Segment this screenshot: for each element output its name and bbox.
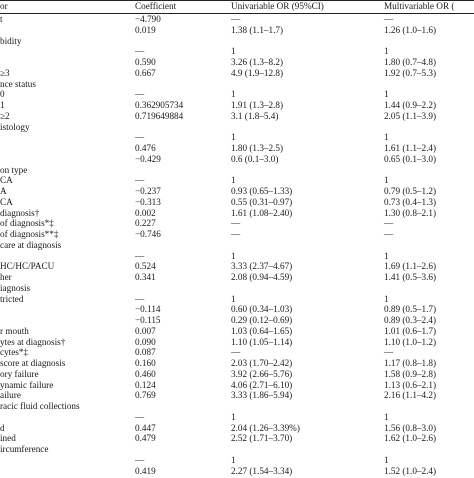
multivariable-or-cell: 2.16 (1.1–4.2) [384,390,437,401]
coefficient-cell: — [135,175,145,186]
table-row [0,80,474,91]
multivariable-or-cell: — [384,14,394,24]
variable-cell: of diagnosis**‡ [0,229,59,239]
variable-cell: of diagnosis*‡ [0,218,54,229]
univariable-or-cell: — [231,229,241,239]
variable-cell: on type [0,164,28,175]
coefficient-cell: 0.124 [135,379,156,390]
variable-cell: iagnosis [0,282,31,293]
coefficient-cell: 0.007 [135,325,156,336]
coefficient-cell: −0.429 [135,153,161,164]
table-row [0,230,474,241]
table-row [0,284,474,295]
table-row [0,123,474,134]
variable-cell: nce status [0,78,36,89]
univariable-or-cell: 1 [231,175,236,186]
variable-cell: d [0,422,5,433]
coefficient-cell: −0.114 [135,304,161,315]
univariable-or-cell: 0.55 (0.31–0.97) [231,196,293,207]
multivariable-or-cell: 1.92 (0.7–5.3) [384,67,437,78]
coefficient-cell: 0.227 [135,218,156,229]
multivariable-or-cell: — [384,347,394,358]
coefficient-cell: 0.460 [135,368,156,379]
multivariable-or-cell: — [384,218,394,229]
variable-cell: bidity [0,35,22,46]
multivariable-or-cell: 1.01 (0.6–1.7) [384,325,437,336]
multivariable-or-cell: 1 [384,46,389,57]
coefficient-cell: 0.769 [135,390,156,401]
table-row [0,69,474,80]
multivariable-or-cell: 1.62 (1.0–2.6) [384,433,437,444]
table-row [0,37,474,48]
univariable-or-cell: 1 [231,46,236,57]
table-row [0,166,474,177]
univariable-or-cell: 1.03 (0.64–1.65) [231,325,293,336]
multivariable-or-cell: 1 [384,89,389,100]
coefficient-cell: 0.090 [135,336,156,347]
variable-cell: 0 [0,89,5,100]
multivariable-or-cell: 1.56 (0.8–3.0) [384,422,437,433]
header-coefficient: Coefficient [135,1,177,11]
header-variable: or [0,1,8,11]
multivariable-or-cell: 0.65 (0.1–3.0) [384,153,437,164]
univariable-or-cell: 4.9 (1.9–12.8) [231,67,284,78]
univariable-or-cell: — [231,218,241,229]
coefficient-cell: — [135,46,145,57]
multivariable-or-cell: 1.44 (0.9–2.2) [384,100,437,110]
univariable-or-cell: 0.60 (0.34–1.03) [231,304,293,315]
coefficient-cell: 0.447 [135,422,156,433]
variable-cell: diagnosis† [0,207,40,218]
univariable-or-cell: 0.93 (0.65–1.33) [231,186,293,196]
coefficient-cell: 0.160 [135,358,156,368]
coefficient-cell: — [135,454,145,465]
variable-cell: istology [0,121,30,132]
multivariable-or-cell: 1 [384,132,389,143]
variable-cell: ircumference [0,444,49,454]
variable-cell: ined [0,433,16,444]
univariable-or-cell: 0.29 (0.12–0.69) [231,315,293,325]
table-row [0,241,474,252]
multivariable-or-cell: 1.61 (1.1–2.4) [384,143,437,153]
multivariable-or-cell: 1.30 (0.8–2.1) [384,207,437,218]
coefficient-cell: — [135,250,145,261]
multivariable-or-cell: 1 [384,293,389,304]
univariable-or-cell: 2.08 (0.94–4.59) [231,272,293,282]
variable-cell: her [0,272,12,282]
multivariable-or-cell: 1.26 (1.0–1.6) [384,24,437,35]
univariable-or-cell: 2.03 (1.70–2.42) [231,358,293,368]
variable-cell: score at diagnosis [0,358,66,368]
coefficient-cell: — [135,132,145,143]
univariable-or-cell: 0.6 (0.1–3.0) [231,153,279,164]
coefficient-cell: 0.019 [135,24,156,35]
univariable-or-cell: 1 [231,89,236,100]
multivariable-or-cell: 1.69 (1.1–2.6) [384,261,437,272]
coefficient-cell: −0.237 [135,186,161,196]
variable-cell: CA [0,196,13,207]
variable-cell: t [0,14,3,24]
variable-cell: ailure [0,390,21,401]
variable-cell: ytes at diagnosis† [0,336,66,347]
univariable-or-cell: 1.38 (1.1–1.7) [231,24,284,35]
coefficient-cell: −4.790 [135,14,161,24]
coefficient-cell: 0.087 [135,347,156,358]
multivariable-or-cell: 0.73 (0.4–1.3) [384,196,437,207]
variable-cell: cytes*‡ [0,347,29,358]
variable-cell: care at diagnosis [0,239,62,250]
coefficient-cell: −0.115 [135,315,161,325]
coefficient-cell: 0.476 [135,143,156,153]
univariable-or-cell: 1 [231,411,236,422]
univariable-or-cell: 3.33 (1.86–5.94) [231,390,293,401]
variable-cell: ynamic failure [0,379,54,390]
header-multivariable: Multivariable OR ( [384,1,455,11]
multivariable-or-cell: 1.10 (1.0–1.2) [384,336,437,347]
coefficient-cell: 0.667 [135,67,156,78]
coefficient-cell: −0.313 [135,196,161,207]
univariable-or-cell: — [231,14,241,24]
univariable-or-cell: 1 [231,454,236,465]
variable-cell: A [0,186,7,196]
variable-cell: CA [0,175,13,186]
univariable-or-cell: 1 [231,250,236,261]
univariable-or-cell: 1 [231,132,236,143]
multivariable-or-cell: — [384,229,394,239]
header-univariable: Univariable OR (95%CI) [231,1,324,11]
multivariable-or-cell: 1.58 (0.9–2.8) [384,368,437,379]
coefficient-cell: 0.719649884 [135,110,184,121]
multivariable-or-cell: 1.52 (1.0–2.4) [384,465,437,476]
multivariable-or-cell: 0.89 (0.5–1.7) [384,304,437,315]
variable-cell: ory failure [0,368,39,379]
variable-cell: ≥2 [0,110,10,121]
univariable-or-cell: 3.33 (2.37–4.67) [231,261,293,272]
coefficient-cell: 0.362905734 [135,100,184,110]
multivariable-or-cell: 1 [384,411,389,422]
multivariable-or-cell: 1.13 (0.6–2.1) [384,379,437,390]
multivariable-or-cell: 1.80 (0.7–4.8) [384,57,437,67]
univariable-or-cell: 1.91 (1.3–2.8) [231,100,284,110]
univariable-or-cell: 3.92 (2.66–5.76) [231,368,293,379]
coefficient-cell: 0.341 [135,272,156,282]
multivariable-or-cell: 1.41 (0.5–3.6) [384,272,437,282]
table-row [0,434,474,445]
multivariable-or-cell: 0.79 (0.5–1.2) [384,186,437,196]
univariable-or-cell: 1.80 (1.3–2.5) [231,143,284,153]
table-row [0,155,474,166]
table-row [0,26,474,37]
coefficient-cell: 0.002 [135,207,156,218]
univariable-or-cell: 2.52 (1.71–3.70) [231,433,293,444]
coefficient-cell: −0.746 [135,229,161,239]
coefficient-cell: — [135,293,145,304]
multivariable-or-cell: 1 [384,250,389,261]
table-row [0,467,474,478]
univariable-or-cell: 4.06 (2.71–6.10) [231,379,293,390]
variable-cell: ≥3 [0,67,10,78]
coefficient-cell: 0.419 [135,465,156,476]
coefficient-cell: 0.590 [135,57,156,67]
variable-cell: r mouth [0,325,29,336]
variable-cell: tricted [0,293,24,304]
univariable-or-cell: 3.26 (1.3–8.2) [231,57,284,67]
table-row [0,445,474,456]
multivariable-or-cell: 0.89 (0.3–2.4) [384,315,437,325]
univariable-or-cell: 1 [231,293,236,304]
univariable-or-cell: — [231,347,241,358]
variable-cell: HC/HC/PACU [0,261,55,272]
coefficient-cell: — [135,89,145,100]
coefficient-cell: 0.479 [135,433,156,444]
coefficient-cell: — [135,411,145,422]
multivariable-or-cell: 1 [384,454,389,465]
table-row [0,273,474,284]
univariable-or-cell: 2.04 (1.26–3.39%) [231,422,300,433]
univariable-or-cell: 1.10 (1.05–1.14) [231,336,293,347]
variable-cell: racic fluid collections [0,401,80,411]
table-row [0,402,474,413]
multivariable-or-cell: 1 [384,175,389,186]
univariable-or-cell: 3.1 (1.8–5.4) [231,110,279,121]
univariable-or-cell: 1.61 (1.08–2.40) [231,207,293,218]
table-row [0,112,474,123]
coefficient-cell: 0.524 [135,261,156,272]
multivariable-or-cell: 1.17 (0.8–1.8) [384,358,437,368]
table-header-row [0,2,474,13]
univariable-or-cell: 2.27 (1.54–3.34) [231,465,293,476]
variable-cell: 1 [0,100,5,110]
multivariable-or-cell: 2.05 (1.1–3.9) [384,110,437,121]
